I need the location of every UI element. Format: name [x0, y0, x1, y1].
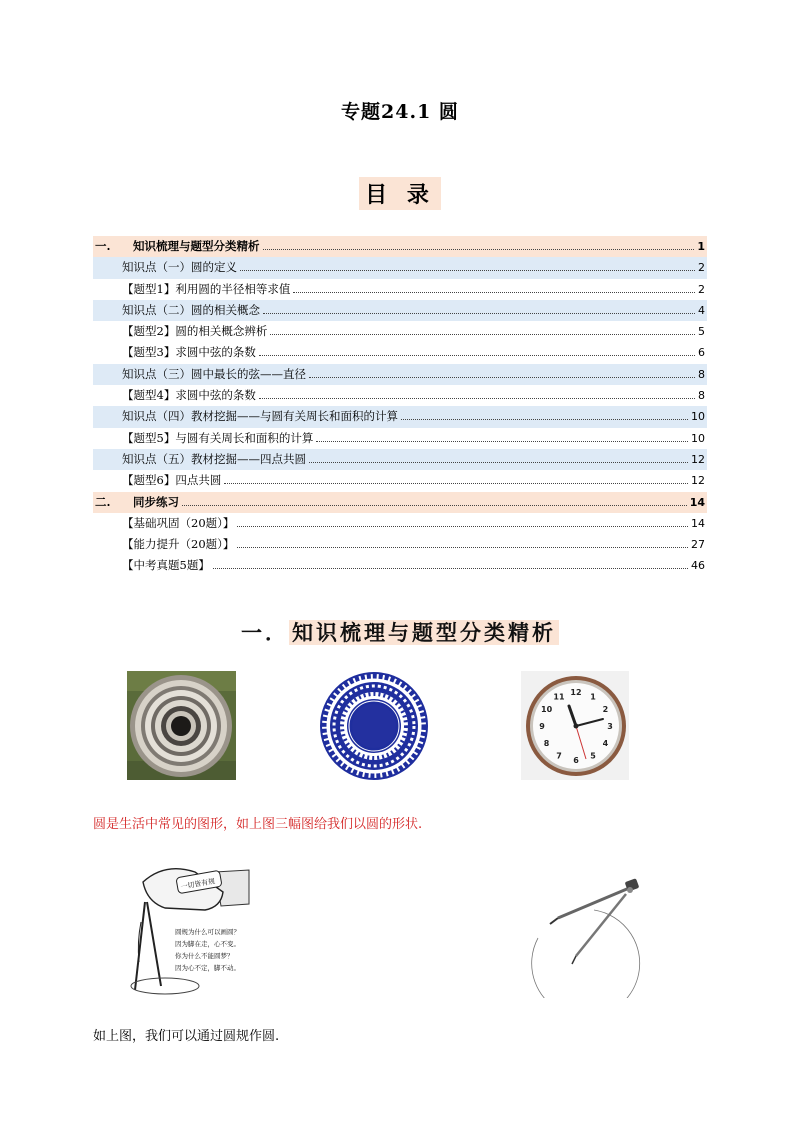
toc-heading: 目 录: [359, 177, 441, 210]
toc-entry[interactable]: [93, 385, 707, 406]
table-of-contents: [93, 236, 707, 577]
toc-entry-page: 27: [691, 538, 705, 552]
toc-entry[interactable]: [93, 428, 707, 449]
toc-entry-text: 【题型2】圆的相关概念辨析: [122, 324, 268, 339]
toc-entry[interactable]: [93, 492, 707, 513]
toc-entry-text: 知识点（四）教材挖掘——与圆有关周长和面积的计算: [122, 409, 398, 424]
toc-entry[interactable]: [93, 236, 707, 257]
toc-entry-page: 10: [691, 410, 705, 424]
toc-entry-text: 【题型3】求圆中弦的条数: [122, 345, 256, 360]
toc-entry-page: 2: [698, 282, 705, 296]
hand-card-label: 一切皆有规: [179, 877, 216, 892]
toc-entry-page: 12: [691, 452, 705, 466]
clock-number: 12: [570, 688, 582, 697]
toc-leader-dots: [263, 248, 695, 250]
toc-entry-page: 10: [691, 431, 705, 445]
hand-compass-cartoon-image: [125, 862, 251, 996]
clock-number: 11: [553, 692, 565, 702]
document-title: 专题24.1 圆: [341, 101, 459, 123]
section-heading-title: 知识梳理与题型分类精析: [289, 620, 559, 645]
toc-entry-text: 【题型6】四点共圆: [122, 473, 222, 488]
toc-entry[interactable]: [93, 555, 707, 576]
toc-entry[interactable]: [93, 300, 707, 321]
clock-number: 9: [539, 722, 545, 731]
toc-entry[interactable]: [93, 406, 707, 427]
stone-rings-image: [127, 671, 236, 780]
toc-entry-text: 知识梳理与题型分类精析: [133, 239, 260, 253]
toc-leader-dots: [237, 525, 688, 527]
toc-entry[interactable]: [93, 449, 707, 470]
toc-entry-text: 【能力提升（20题）】: [122, 537, 235, 552]
toc-entry[interactable]: [93, 470, 707, 491]
clock-number: 1: [590, 692, 596, 702]
toc-leader-dots: [309, 461, 688, 463]
porcelain-plate-image: [318, 672, 430, 780]
toc-leader-dots: [259, 397, 695, 399]
toc-leader-dots: [270, 333, 695, 335]
toc-entry-text: 知识点（五）教材挖掘——四点共圆: [122, 451, 306, 466]
toc-entry[interactable]: [93, 279, 707, 300]
caption-compass: 如上图，我们可以通过圆规作圆.: [93, 1029, 280, 1044]
toc-entry-number: 二.: [95, 494, 111, 509]
toc-entry-text: 【题型4】求圆中弦的条数: [122, 388, 256, 403]
toc-entry-text: 知识点（一）圆的定义: [122, 260, 237, 275]
toc-entry-text: 【基础巩固（20题）】: [122, 515, 235, 530]
hand-note-line: 圆规为什么可以画圆？: [175, 928, 240, 936]
toc-entry-page: 14: [689, 495, 705, 509]
clock-number: 2: [602, 705, 609, 714]
toc-entry-page: 6: [698, 346, 705, 360]
toc-leader-dots: [213, 567, 688, 569]
clock-number: 8: [543, 739, 550, 748]
hand-note-line: 你为什么不能圆梦？: [175, 952, 234, 960]
toc-leader-dots: [263, 312, 695, 314]
hand-note-line: 因为脚在走，心不变。: [175, 940, 240, 948]
toc-entry[interactable]: [93, 364, 707, 385]
section-heading: [241, 617, 559, 647]
toc-entry[interactable]: [93, 534, 707, 555]
toc-entry-page: 46: [691, 559, 705, 573]
toc-entry-page: 14: [691, 516, 705, 530]
toc-entry-text: 同步练习: [133, 494, 179, 509]
toc-leader-dots: [309, 376, 695, 378]
toc-entry-page: 8: [698, 367, 705, 381]
compass-drawing-image: [528, 878, 646, 998]
toc-entry[interactable]: [93, 257, 707, 278]
toc-entry-number: 一.: [95, 239, 111, 253]
toc-entry-text: 【题型1】利用圆的半径相等求值: [122, 281, 291, 296]
toc-entry-page: 5: [698, 325, 705, 339]
toc-leader-dots: [316, 440, 688, 442]
toc-entry-text: 【中考真题5题】: [122, 558, 210, 573]
toc-entry-text: 知识点（三）圆中最长的弦——直径: [122, 366, 306, 381]
toc-entry-page: 1: [697, 240, 705, 253]
toc-entry-page: 8: [698, 389, 705, 403]
toc-entry[interactable]: [93, 513, 707, 534]
toc-entry[interactable]: [93, 342, 707, 363]
clock-number: 5: [590, 751, 596, 761]
toc-entry-page: 4: [698, 303, 705, 317]
toc-entry[interactable]: [93, 321, 707, 342]
toc-heading-wrap: [0, 177, 800, 210]
toc-leader-dots: [401, 418, 688, 420]
wall-clock-image: [521, 671, 629, 780]
toc-leader-dots: [240, 269, 695, 271]
toc-leader-dots: [259, 354, 695, 356]
caption-circles-in-life: 圆是生活中常见的图形，如上图三幅图给我们以圆的形状.: [93, 817, 423, 832]
toc-leader-dots: [293, 291, 695, 293]
toc-leader-dots: [224, 482, 688, 484]
toc-entry-page: 12: [691, 474, 705, 488]
clock-number: 7: [556, 751, 562, 761]
toc-leader-dots: [237, 546, 688, 548]
toc-entry-page: 2: [698, 261, 705, 275]
toc-entry-text: 【题型5】与圆有关周长和面积的计算: [122, 430, 314, 445]
clock-number: 6: [573, 756, 579, 765]
clock-number: 4: [602, 739, 609, 748]
toc-entry-text: 知识点（二）圆的相关概念: [122, 302, 260, 317]
hand-note-line: 因为心不定，脚不动。: [175, 964, 240, 972]
clock-number: 3: [607, 722, 613, 731]
section-heading-wrap: [0, 617, 800, 647]
section-heading-number: 一．: [241, 620, 289, 645]
toc-leader-dots: [182, 504, 687, 506]
clock-number: 10: [541, 705, 553, 714]
